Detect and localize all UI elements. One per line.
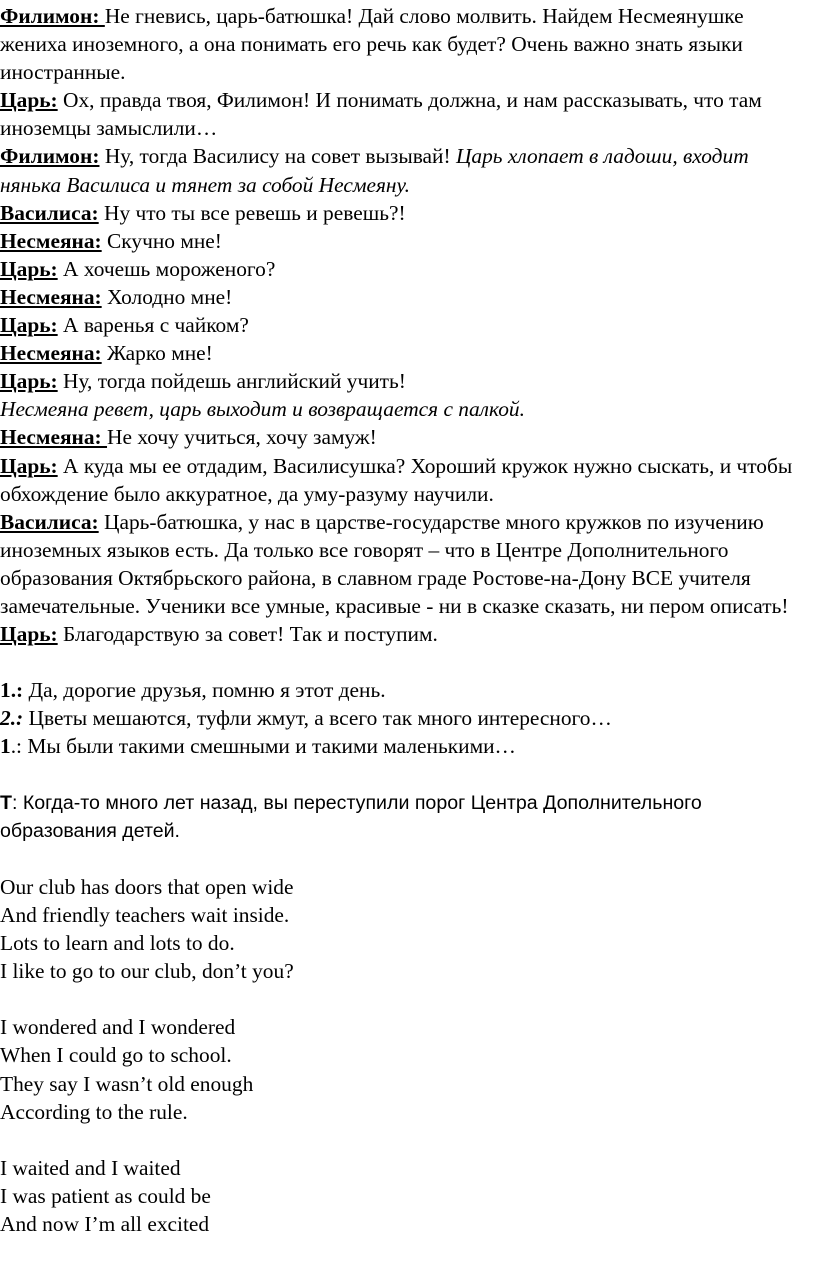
paragraph-gap bbox=[0, 761, 808, 789]
poem-line: Our club has doors that open wide bbox=[0, 874, 294, 899]
line-text: Цветы мешаются, туфли жмут, а всего так много интересного… bbox=[23, 706, 612, 731]
stage-direction: Несмеяна ревет, царь выходит и возвращается с палкой. bbox=[0, 397, 525, 422]
speaker-label: Царь: bbox=[0, 453, 58, 478]
poem-line: And friendly teachers wait inside. bbox=[0, 903, 290, 927]
speaker-label: Несмеяна: bbox=[0, 341, 102, 366]
speaker-label: Царь: bbox=[0, 622, 58, 647]
dialogue-line bbox=[0, 255, 808, 283]
speech-text: А варенья с чайком? bbox=[57, 313, 249, 338]
poem-line: And now I’m all excited bbox=[0, 1212, 210, 1237]
paragraph-gap bbox=[0, 845, 808, 873]
line-text: Да, дорогие друзья, помню я этот день. bbox=[23, 678, 386, 703]
speaker-label: Филимон: bbox=[0, 144, 100, 169]
poem-line: Lots to learn and lots to do. bbox=[0, 931, 235, 956]
speech-text: А куда мы ее отдадим, Василисушка? Хороший кружок нужно сыскать, и чтобы обхождение было аккуратное, да уму-разуму научили. bbox=[0, 453, 793, 506]
speech-text: Не хочу учиться, хочу замуж! bbox=[107, 425, 377, 450]
speech-text: Царь-батюшка, у нас в царстве-государстве много кружков по изучению иноземных языков есть. Да только все говорят – что в Центре Дополнительного образования Октябрьского района, в славном граде Ростове-на-Дону ВСЕ учителя замечательные. Ученики все умные, красивые - ни в сказке сказать, ни пером описать! bbox=[0, 509, 789, 618]
speaker-label: Царь: bbox=[0, 369, 58, 394]
dialogue-line bbox=[0, 142, 808, 198]
numbered-line bbox=[0, 676, 808, 704]
number-label: 2.: bbox=[0, 706, 24, 731]
poem-line: I like to go to our club, don’t you? bbox=[0, 959, 294, 984]
number-label: 1 bbox=[0, 734, 11, 759]
speaker-label: Несмеяна: bbox=[0, 228, 102, 253]
poem-line: When I could go to school. bbox=[0, 1043, 232, 1068]
speaker-label: Несмеяна: bbox=[0, 284, 102, 309]
poem-stanza bbox=[0, 1154, 808, 1238]
paragraph-gap bbox=[0, 648, 808, 676]
speaker-label: Василиса: bbox=[0, 200, 99, 225]
poem-stanza bbox=[0, 873, 808, 985]
line-text: .: Мы были такими смешными и такими маленькими… bbox=[10, 734, 516, 759]
poem-line: They say I wasn’t old enough bbox=[0, 1071, 254, 1096]
dialogue-line bbox=[0, 199, 808, 227]
stage-direction: Царь хлопает в ладоши, входит нянька Василиса и тянет за собой Несмеяну. bbox=[0, 144, 749, 197]
numbered-line bbox=[0, 732, 808, 760]
poem-line: According to the rule. bbox=[0, 1099, 188, 1124]
speaker-label: Филимон: bbox=[0, 4, 105, 28]
paragraph-gap bbox=[0, 1126, 808, 1154]
speech-text: Жарко мне! bbox=[101, 341, 213, 366]
poem-stanza bbox=[0, 1013, 808, 1125]
dialogue-line bbox=[0, 508, 808, 620]
speaker-label: Царь: bbox=[0, 313, 58, 338]
dialogue-line bbox=[0, 423, 808, 451]
dialogue-line bbox=[0, 283, 808, 311]
speech-text: Ну что ты все ревешь и ревешь?! bbox=[98, 200, 406, 225]
dialogue-line bbox=[0, 620, 808, 648]
poem-line: I was patient as could be bbox=[0, 1183, 211, 1208]
teacher-line bbox=[0, 789, 808, 845]
dialogue-line bbox=[0, 452, 808, 508]
speech-text: Холодно мне! bbox=[101, 284, 233, 309]
speaker-label: Царь: bbox=[0, 88, 58, 113]
speech-text: Ох, правда твоя, Филимон! И понимать должна, и нам рассказывать, что там иноземцы замыслили… bbox=[0, 88, 762, 141]
dialogue-line bbox=[0, 367, 808, 395]
speech-text: Ну, тогда Василису на совет вызывай! bbox=[99, 144, 456, 169]
dialogue-line bbox=[0, 2, 808, 86]
speech-text: Не гневись, царь-батюшка! Дай слово молвить. Найдем Несмеянушке жениха иноземного, а она понимать его речь как будет? Очень важно знать языки иностранные. bbox=[0, 4, 744, 85]
speaker-label: Василиса: bbox=[0, 509, 99, 534]
speech-text: Скучно мне! bbox=[101, 228, 222, 253]
speech-text: Благодарствую за совет! Так и поступим. bbox=[57, 622, 438, 647]
number-label: 1.: bbox=[0, 678, 24, 703]
dialogue-line bbox=[0, 86, 808, 142]
dialogue-line bbox=[0, 339, 808, 367]
numbered-line bbox=[0, 704, 808, 732]
speech-text: Ну, тогда пойдешь английский учить! bbox=[57, 369, 406, 394]
speaker-label: Несмеяна: bbox=[0, 425, 108, 450]
speech-text: А хочешь мороженого? bbox=[57, 256, 276, 281]
poem-line: I wondered and I wondered bbox=[0, 1015, 236, 1040]
paragraph-gap bbox=[0, 985, 808, 1013]
dialogue-line bbox=[0, 227, 808, 255]
speaker-label: Царь: bbox=[0, 256, 58, 281]
dialogue-line bbox=[0, 311, 808, 339]
teacher-label: Т bbox=[0, 791, 12, 814]
teacher-text: : Когда-то много лет назад, вы переступили порог Центра Дополнительного образования детей. bbox=[0, 791, 702, 842]
poem-line: I waited and I waited bbox=[0, 1155, 181, 1180]
